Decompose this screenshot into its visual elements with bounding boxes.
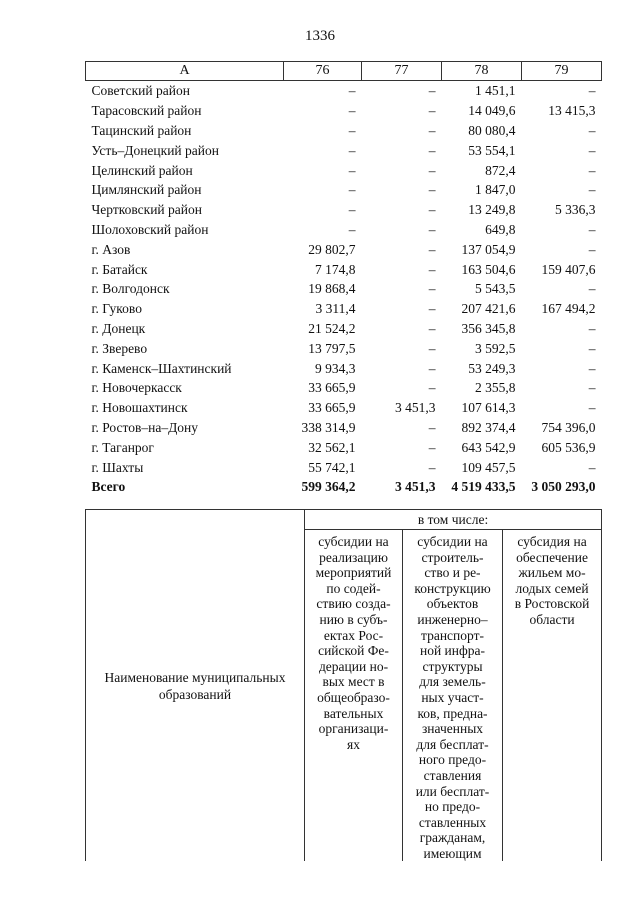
table-row (86, 338, 602, 358)
table-header-row (86, 62, 602, 81)
value-col-79-cell: – (588, 162, 596, 178)
municipality-name-cell: г. Гуково (91, 301, 142, 317)
table-row (86, 319, 602, 339)
table-row (86, 101, 602, 121)
total-value-col-78-cell: 4 519 433,5 (451, 479, 516, 495)
value-col-79-cell: – (588, 320, 596, 336)
value-col-78-cell: 13 249,8 (468, 202, 516, 218)
value-col-79-cell: – (588, 221, 596, 237)
value-col-79-cell: – (588, 142, 596, 158)
value-col-79-cell: – (588, 122, 596, 138)
subsidy-infrastructure-header: субсидии на строитель- ство и ре- конструкцию объектов инженерно– транспорт- ной инфра- структуры для земель- ных участ- ков, предна- значенных для бесплат- ного предо- ставления или бесплат- но предо- ставленных гражданам, имеющим (403, 530, 503, 862)
value-col-76-cell: – (348, 202, 356, 218)
value-col-76-cell: 55 742,1 (308, 459, 356, 475)
value-col-76-cell: – (348, 182, 356, 198)
municipality-name-cell: г. Ростов–на–Дону (91, 419, 199, 435)
subsidy-new-school-places-header: субсидии на реализацию мероприятий по содей- ствию созда- нию в субъ- ектах Рос- сийской Фе- дерации но- вых мест в общеобразо- вательных организаци- ях (305, 530, 403, 862)
subsidy-young-families-housing-header: субсидия на обеспечение жильем мо- лодых семей в Ростовской области (503, 530, 602, 862)
table-row (86, 81, 602, 101)
value-col-76-cell: – (348, 221, 356, 237)
value-col-76-cell: – (348, 162, 356, 178)
value-col-77-cell: – (428, 380, 436, 396)
municipality-name-cell: Советский район (91, 83, 190, 99)
municipality-name-cell: Шолоховский район (91, 221, 209, 237)
value-col-77-cell: – (428, 459, 436, 475)
municipality-name-cell: г. Батайск (91, 261, 148, 277)
value-col-77-cell: 3 451,3 (395, 400, 436, 416)
municipality-name-cell: Цимлянский район (91, 182, 202, 198)
municipality-name-cell: г. Каменск–Шахтинский (91, 360, 232, 376)
value-col-78-cell: 109 457,5 (461, 459, 516, 475)
value-col-79-cell: – (588, 83, 596, 99)
value-col-76-cell: 21 524,2 (308, 320, 356, 336)
value-col-77-cell: – (428, 182, 436, 198)
value-col-78-cell: 80 080,4 (468, 122, 516, 138)
value-col-77-cell: – (428, 241, 436, 257)
table-row (86, 200, 602, 220)
municipality-name-cell: г. Шахты (91, 459, 144, 475)
value-col-79-cell: – (588, 340, 596, 356)
value-col-79-cell: – (588, 400, 596, 416)
municipality-name-cell: Усть–Донецкий район (91, 142, 219, 158)
total-value-col-77-cell: 3 451,3 (395, 479, 436, 495)
municipality-name-cell: г. Волгодонск (91, 281, 170, 297)
header-col-a: А (86, 62, 284, 81)
value-col-76-cell: 19 868,4 (308, 281, 356, 297)
value-col-78-cell: 14 049,6 (468, 103, 516, 119)
municipality-name-cell: Целинский район (91, 162, 193, 178)
value-col-77-cell: – (428, 83, 436, 99)
value-col-77-cell: – (428, 340, 436, 356)
table-row (86, 140, 602, 160)
value-col-78-cell: 163 504,6 (461, 261, 516, 277)
value-col-77-cell: – (428, 202, 436, 218)
table-row (86, 378, 602, 398)
value-col-78-cell: 3 592,5 (475, 340, 516, 356)
table-row (86, 299, 602, 319)
table-body (86, 81, 602, 497)
table-row (86, 239, 602, 259)
municipality-name-cell: Тацинский район (91, 122, 192, 138)
value-col-78-cell: 2 355,8 (475, 380, 516, 396)
municipality-name-cell: Чертковский район (91, 202, 202, 218)
value-col-76-cell: 33 665,9 (308, 400, 356, 416)
value-col-79-cell: 13 415,3 (548, 103, 596, 119)
value-col-79-cell: – (588, 360, 596, 376)
value-col-77-cell: – (428, 281, 436, 297)
header-col-77: 77 (362, 62, 442, 81)
value-col-77-cell: – (428, 439, 436, 455)
value-col-77-cell: – (428, 142, 436, 158)
value-col-79-cell: 605 536,9 (541, 439, 596, 455)
value-col-76-cell: – (348, 122, 356, 138)
value-col-77-cell: – (428, 122, 436, 138)
value-col-77-cell: – (428, 320, 436, 336)
value-col-76-cell: 3 311,4 (315, 301, 356, 317)
header-col-76: 76 (284, 62, 362, 81)
value-col-79-cell: – (588, 182, 596, 198)
value-col-78-cell: 107 614,3 (461, 400, 516, 416)
value-col-77-cell: – (428, 261, 436, 277)
value-col-77-cell: – (428, 419, 436, 435)
table-row (86, 279, 602, 299)
table-row (86, 259, 602, 279)
value-col-78-cell: 643 542,9 (461, 439, 516, 455)
value-col-78-cell: 1 847,0 (475, 182, 516, 198)
total-value-col-79-cell: 3 050 293,0 (531, 479, 596, 495)
table-row (86, 180, 602, 200)
value-col-79-cell: 167 494,2 (541, 301, 596, 317)
table-row (86, 220, 602, 240)
value-col-78-cell: 1 451,1 (475, 83, 516, 99)
value-col-79-cell: 754 396,0 (541, 419, 596, 435)
municipality-name-header: Наименование муниципальных образований (86, 510, 305, 862)
table-row (86, 418, 602, 438)
municipal-funding-table (85, 61, 602, 497)
municipality-name-cell: г. Зверево (91, 340, 148, 356)
value-col-79-cell: – (588, 380, 596, 396)
value-col-76-cell: 29 802,7 (308, 241, 356, 257)
value-col-76-cell: – (348, 103, 356, 119)
municipality-name-cell: г. Азов (91, 241, 131, 257)
value-col-78-cell: 5 543,5 (475, 281, 516, 297)
header-col-78: 78 (442, 62, 522, 81)
table-row (86, 358, 602, 378)
value-col-76-cell: 33 665,9 (308, 380, 356, 396)
value-col-79-cell: 5 336,3 (555, 202, 596, 218)
value-col-78-cell: 356 345,8 (461, 320, 516, 336)
value-col-78-cell: 649,8 (485, 221, 516, 237)
table-row (86, 457, 602, 477)
value-col-76-cell: – (348, 142, 356, 158)
page-number: 1336 (305, 28, 335, 44)
value-col-78-cell: 872,4 (485, 162, 516, 178)
value-col-78-cell: 207 421,6 (461, 301, 516, 317)
value-col-76-cell: 9 934,3 (315, 360, 356, 376)
total-value-col-76-cell: 599 364,2 (301, 479, 356, 495)
value-col-77-cell: – (428, 301, 436, 317)
value-col-76-cell: 32 562,1 (308, 439, 356, 455)
including-header: в том числе: (305, 510, 602, 530)
value-col-77-cell: – (428, 221, 436, 237)
value-col-78-cell: 137 054,9 (461, 241, 516, 257)
municipality-name-cell: г. Таганрог (91, 439, 154, 455)
municipality-name-cell: Тарасовский район (91, 103, 202, 119)
value-col-76-cell: 13 797,5 (308, 340, 356, 356)
total-row (86, 477, 602, 497)
column-header-table (85, 509, 602, 861)
value-col-77-cell: – (428, 103, 436, 119)
value-col-78-cell: 53 249,3 (468, 360, 516, 376)
value-col-79-cell: – (588, 281, 596, 297)
table-row (86, 160, 602, 180)
table-row (86, 398, 602, 418)
municipality-name-cell: г. Новочеркасск (91, 380, 182, 396)
table-row (86, 121, 602, 141)
value-col-76-cell: – (348, 83, 356, 99)
value-col-76-cell: 338 314,9 (301, 419, 356, 435)
value-col-79-cell: – (588, 241, 596, 257)
value-col-79-cell: – (588, 459, 596, 475)
value-col-78-cell: 53 554,1 (468, 142, 516, 158)
table-row (86, 437, 602, 457)
value-col-78-cell: 892 374,4 (461, 419, 516, 435)
value-col-79-cell: 159 407,6 (541, 261, 596, 277)
municipality-name-cell: г. Новошахтинск (91, 400, 188, 416)
value-col-77-cell: – (428, 360, 436, 376)
municipality-name-cell: г. Донецк (91, 320, 146, 336)
header-col-79: 79 (522, 62, 602, 81)
value-col-77-cell: – (428, 162, 436, 178)
value-col-76-cell: 7 174,8 (315, 261, 356, 277)
total-municipality-name-cell: Всего (91, 479, 126, 495)
